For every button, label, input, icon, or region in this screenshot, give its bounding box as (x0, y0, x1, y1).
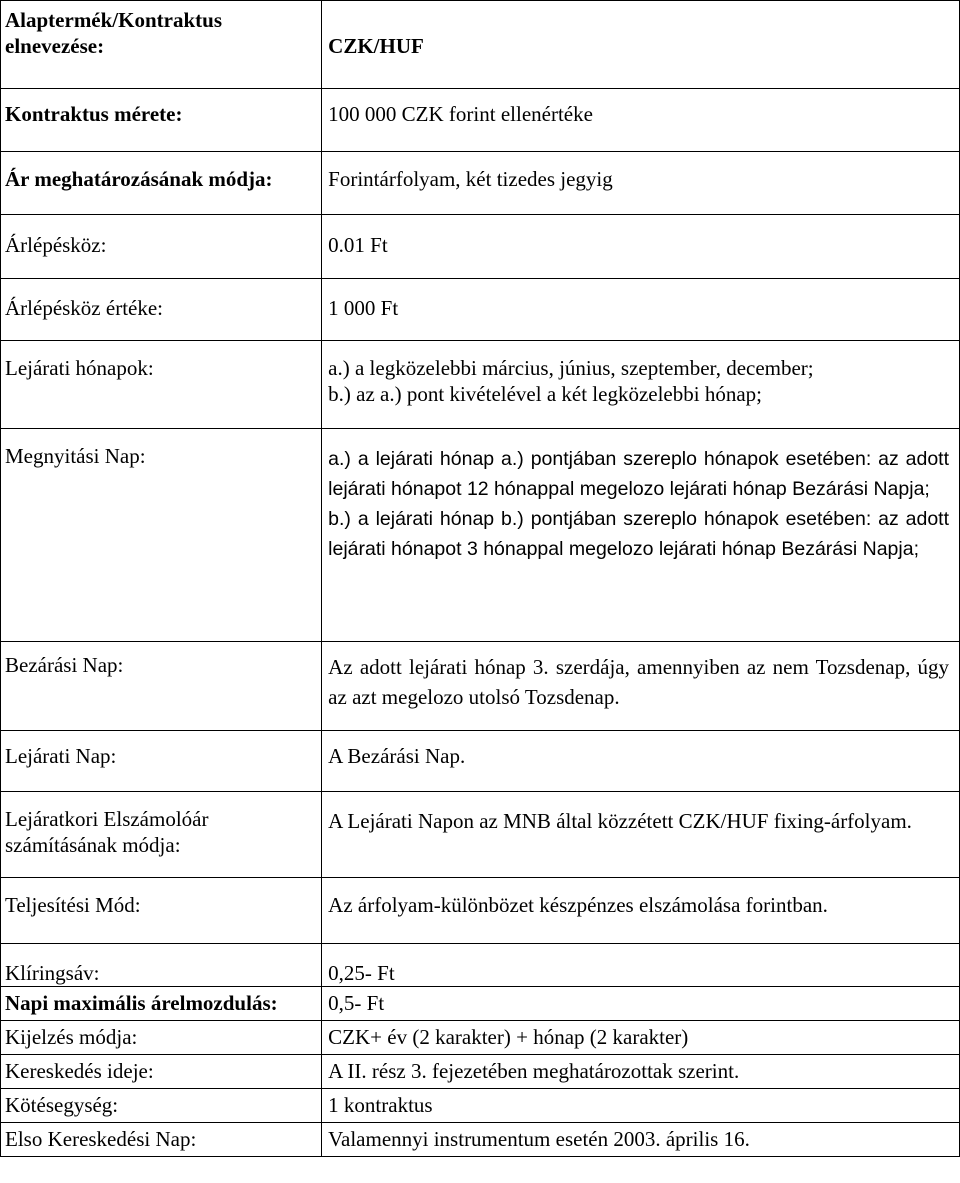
table-row (1, 792, 960, 878)
row-label: Árlépésköz értéke: (1, 279, 322, 341)
value-line: b.) a lejárati hónap b.) pontjában szereplo hónapok esetében: az adott lejárati hónapot 3 hónappal megelozo lejárati hónap Bezárási Napja; (328, 508, 949, 560)
value-line: a.) a lejárati hónap a.) pontjában szereplo hónapok esetében: az adott lejárati hónapot 12 hónappal megelozo lejárati hónap Bezárási Napja; (328, 448, 949, 500)
row-label: Kijelzés módja: (1, 1021, 322, 1055)
table-row (1, 642, 960, 731)
table-row (1, 1021, 960, 1055)
row-value (322, 429, 960, 642)
table-row (1, 1055, 960, 1089)
row-value: 0,25- Ft (322, 944, 960, 987)
table-row (1, 429, 960, 642)
row-label: Kötésegység: (1, 1089, 322, 1123)
row-value: CZK+ év (2 karakter) + hónap (2 karakter) (322, 1021, 960, 1055)
value-line: a.) a legközelebbi március, június, szeptember, december; (328, 356, 814, 380)
table-row (1, 944, 960, 987)
row-value (322, 341, 960, 429)
table-row (1, 89, 960, 152)
row-label: Lejáratkori Elszámolóár számításának módja: (1, 792, 322, 878)
row-label: Bezárási Nap: (1, 642, 322, 731)
row-label: Teljesítési Mód: (1, 878, 322, 944)
table-row (1, 341, 960, 429)
row-label: Megnyitási Nap: (1, 429, 322, 642)
table-row (1, 1123, 960, 1157)
table-row (1, 1089, 960, 1123)
row-value: Forintárfolyam, két tizedes jegyig (322, 152, 960, 215)
row-value: Az árfolyam-különbözet készpénzes elszámolása forintban. (322, 878, 960, 944)
row-label: Elso Kereskedési Nap: (1, 1123, 322, 1157)
row-label: Klíringsáv: (1, 944, 322, 987)
row-value: A Lejárati Napon az MNB által közzétett CZK/HUF fixing-árfolyam. (322, 792, 960, 878)
row-label: Árlépésköz: (1, 215, 322, 279)
table-row (1, 878, 960, 944)
table-row (1, 731, 960, 792)
row-label: Napi maximális árelmozdulás: (1, 987, 322, 1021)
table-row (1, 279, 960, 341)
row-value: 1 kontraktus (322, 1089, 960, 1123)
table-row (1, 215, 960, 279)
value-line: b.) az a.) pont kivételével a két legközelebbi hónap; (328, 382, 762, 406)
row-label: Kontraktus mérete: (1, 89, 322, 152)
table-row (1, 987, 960, 1021)
row-value: A Bezárási Nap. (322, 731, 960, 792)
row-label: Kereskedés ideje: (1, 1055, 322, 1089)
row-value: CZK/HUF (322, 1, 960, 89)
row-value: 1 000 Ft (322, 279, 960, 341)
table-row (1, 152, 960, 215)
row-label: Lejárati hónapok: (1, 341, 322, 429)
table-row (1, 1, 960, 89)
row-value: Valamennyi instrumentum esetén 2003. április 16. (322, 1123, 960, 1157)
row-value: A II. rész 3. fejezetében meghatározottak szerint. (322, 1055, 960, 1089)
row-value: 0.01 Ft (322, 215, 960, 279)
row-label: Ár meghatározásának módja: (1, 152, 322, 215)
row-value: Az adott lejárati hónap 3. szerdája, amennyiben az nem Tozsdenap, úgy az azt megelozo utolsó Tozsdenap. (322, 642, 960, 731)
row-value: 0,5- Ft (322, 987, 960, 1021)
row-label: Lejárati Nap: (1, 731, 322, 792)
row-label: Alaptermék/Kontraktus elnevezése: (1, 1, 322, 89)
row-value: 100 000 CZK forint ellenértéke (322, 89, 960, 152)
